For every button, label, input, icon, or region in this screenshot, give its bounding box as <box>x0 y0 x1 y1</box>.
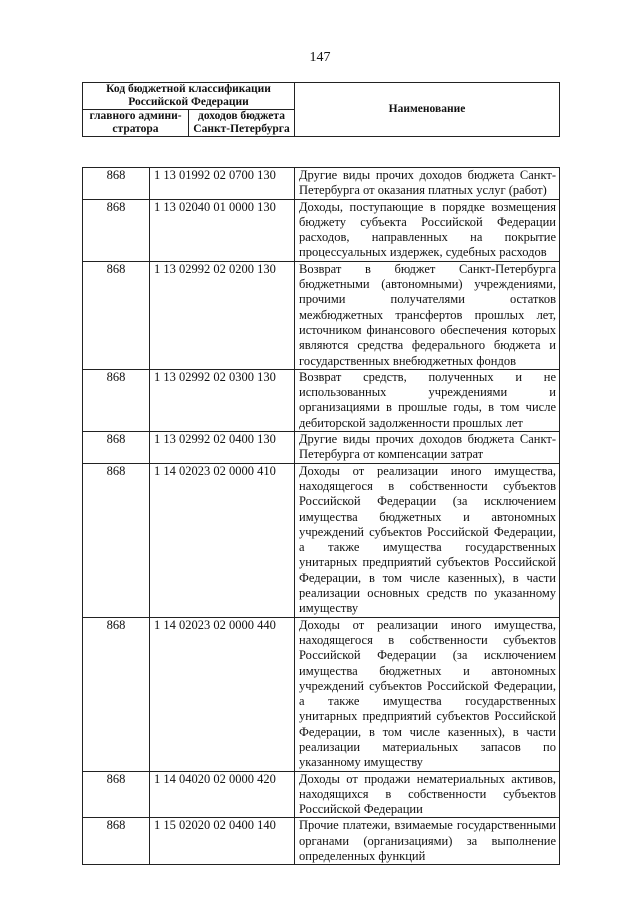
income-name-cell: Другие виды прочих доходов бюджета Санкт-Петербурга от компенсации затрат <box>295 432 560 464</box>
budget-code-cell: 1 14 02023 02 0000 410 <box>150 463 295 617</box>
budget-code-cell: 1 13 02992 02 0300 130 <box>150 369 295 431</box>
page-number: 147 <box>309 50 331 65</box>
table-row <box>83 432 560 464</box>
table-row <box>83 369 560 431</box>
table-row <box>83 771 560 818</box>
table-row <box>83 463 560 617</box>
income-name-cell: Возврат средств, полученных и не использованных учреждениями и организациями в прошлые годы, в том числе дебиторской задолженности прошлых лет <box>295 369 560 431</box>
admin-code-cell: 868 <box>83 617 150 771</box>
table-row <box>83 261 560 369</box>
budget-code-cell: 1 14 02023 02 0000 440 <box>150 617 295 771</box>
budget-code-cell: 1 13 01992 02 0700 130 <box>150 168 295 200</box>
table-row <box>83 199 560 261</box>
budget-code-group-header: Код бюджетной классификации Российской Федерации <box>83 83 295 110</box>
column-header-table <box>82 82 560 137</box>
income-name-cell: Другие виды прочих доходов бюджета Санкт-Петербурга от оказания платных услуг (работ) <box>295 168 560 200</box>
admin-code-cell: 868 <box>83 818 150 865</box>
income-name-cell: Доходы от продажи нематериальных активов, находящихся в собственности субъектов Российской Федерации <box>295 771 560 818</box>
income-name-cell: Прочие платежи, взимаемые государственными органами (организациями) за выполнение определенных функций <box>295 818 560 865</box>
budget-code-cell: 1 13 02992 02 0200 130 <box>150 261 295 369</box>
budget-code-cell: 1 15 02020 02 0400 140 <box>150 818 295 865</box>
table-row <box>83 818 560 865</box>
admin-code-cell: 868 <box>83 771 150 818</box>
admin-code-cell: 868 <box>83 463 150 617</box>
income-name-cell: Доходы от реализации иного имущества, находящегося в собственности субъектов Российской Федерации (за исключением имущества бюджетных и автономных учреждений субъектов Российской Федерации, а также имущества государственных унитарных предприятий субъектов Российской Федерации, в том числе казенных), в части реализации материальных запасов по указанному имуществу <box>295 617 560 771</box>
admin-code-cell: 868 <box>83 432 150 464</box>
name-column-header: Наименование <box>295 83 560 137</box>
budget-code-cell: 1 13 02040 01 0000 130 <box>150 199 295 261</box>
income-name-cell: Возврат в бюджет Санкт-Петербурга бюджетными (автономными) учреждениями, прочими получателями остатков межбюджетных трансфертов прошлых лет, источником финансового обеспечения которых являются средства федерального бюджета и государственных внебюджетных фондов <box>295 261 560 369</box>
income-column-header: доходов бюджета Санкт-Петербурга <box>189 110 295 137</box>
admin-column-header: главного админи-стратора <box>83 110 189 137</box>
budget-code-cell: 1 14 04020 02 0000 420 <box>150 771 295 818</box>
admin-code-cell: 868 <box>83 369 150 431</box>
admin-code-cell: 868 <box>83 168 150 200</box>
table-row <box>83 617 560 771</box>
income-name-cell: Доходы от реализации иного имущества, находящегося в собственности субъектов Российской Федерации (за исключением имущества бюджетных и автономных учреждений субъектов Российской Федерации, а также имущества государственных унитарных предприятий субъектов Российской Федерации, в том числе казенных), в части реализации основных средств по указанному имуществу <box>295 463 560 617</box>
income-name-cell: Доходы, поступающие в порядке возмещения бюджету субъекта Российской Федерации расходов, направленных на покрытие процессуальных издержек, судебных расходов <box>295 199 560 261</box>
budget-code-cell: 1 13 02992 02 0400 130 <box>150 432 295 464</box>
admin-code-cell: 868 <box>83 199 150 261</box>
admin-code-cell: 868 <box>83 261 150 369</box>
table-row <box>83 168 560 200</box>
income-codes-table <box>82 167 560 865</box>
